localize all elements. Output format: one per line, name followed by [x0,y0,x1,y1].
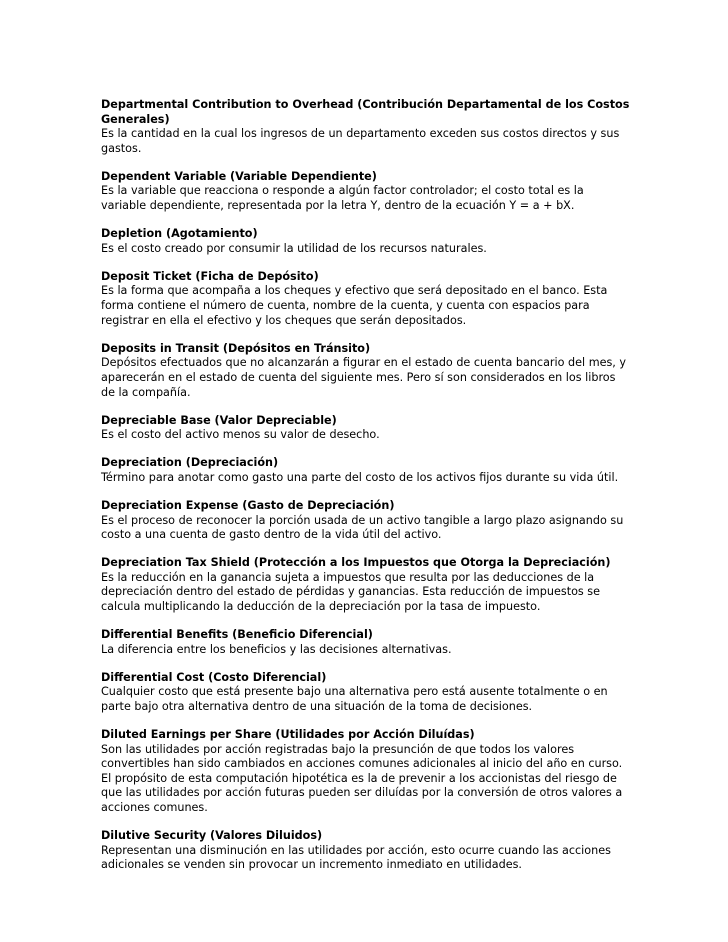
glossary-term: Departmental Contribution to Overhead (Contribución Departamental de los Costos Generales) [101,98,630,126]
glossary-term: Dependent Variable (Variable Dependiente) [101,169,377,183]
glossary-entry [101,556,631,614]
glossary-definition: La diferencia entre los beneficios y las decisiones alternativas. [101,642,452,656]
glossary-definition: Término para anotar como gasto una parte del costo de los activos fijos durante su vida útil. [101,470,619,484]
glossary-entry [101,628,631,657]
glossary-definition: Es el proceso de reconocer la porción usada de un activo tangible a largo plazo asignando su costo a una cuenta de gasto dentro de la vida útil del activo. [101,513,624,542]
glossary-definition: Es la reducción en la ganancia sujeta a impuestos que resulta por las deducciones de la depreciación dentro del estado de pérdidas y ganancias. Esta reducción de impuestos se calcula multiplicando la deducción de la depreciación por la tasa de impuesto. [101,570,601,614]
glossary-entry [101,829,631,873]
glossary-term: Deposit Ticket (Ficha de Depósito) [101,269,319,283]
glossary-entry [101,728,631,816]
glossary-entry [101,342,631,400]
glossary-page [101,98,631,886]
glossary-entry [101,170,631,214]
glossary-definition: Es la variable que reacciona o responde a algún factor controlador; el costo total es la variable dependiente, representada por la letra Y, dentro de la ecuación Y = a + bX. [101,184,584,213]
glossary-definition: Es el costo creado por consumir la utilidad de los recursos naturales. [101,241,487,255]
glossary-term: Depreciation Tax Shield (Protección a los Impuestos que Otorga la Depreciación) [101,556,611,570]
glossary-definition: Es la cantidad en la cual los ingresos de un departamento exceden sus costos directos y sus gastos. [101,127,620,155]
glossary-term: Depreciation (Depreciación) [101,456,279,470]
glossary-entry [101,499,631,543]
glossary-term: Dilutive Security (Valores Diluidos) [101,829,323,843]
glossary-term: Deposits in Transit (Depósitos en Tránsito) [101,341,371,355]
glossary-definition: Cualquier costo que está presente bajo una alternativa pero está ausente totalmente o en parte bajo otra alternativa dentro de una situación de la toma de decisiones. [101,685,608,713]
glossary-entry [101,414,631,443]
glossary-term: Depreciable Base (Valor Depreciable) [101,413,337,427]
glossary-definition: Es el costo del activo menos su valor de desecho. [101,428,380,442]
glossary-term: Diluted Earnings per Share (Utilidades por Acción Diluídas) [101,728,475,742]
glossary-definition: Son las utilidades por acción registradas bajo la presunción de que todos los valores convertibles han sido cambiados en acciones comunes adicionales al inicio del año en curso. El propósito de esta computación hipotética es la de prevenir a los accionistas del riesgo de que las utilidades por acción futuras pueden ser diluídas por la conversión de otros valores a acciones comunes. [101,742,623,815]
glossary-term: Depreciation Expense (Gasto de Depreciación) [101,498,395,512]
glossary-term: Differential Benefits (Beneficio Diferencial) [101,628,373,642]
glossary-definition: Es la forma que acompaña a los cheques y efectivo que será depositado en el banco. Esta forma contiene el número de cuenta, nombre de la cuenta, y cuenta con espacios para registrar en ella el efectivo y los cheques que serán depositados. [101,284,608,327]
glossary-term: Depletion (Agotamiento) [101,227,258,241]
glossary-entry [101,227,631,256]
glossary-entry [101,671,631,715]
glossary-term: Differential Cost (Costo Diferencial) [101,670,327,684]
glossary-entry [101,456,631,485]
glossary-entry [101,270,631,328]
glossary-definition: Representan una disminución en las utilidades por acción, esto ocurre cuando las acciones adicionales se venden sin provocar un incremento inmediato en utilidades. [101,843,611,872]
glossary-entry [101,98,631,156]
glossary-definition: Depósitos efectuados que no alcanzarán a figurar en el estado de cuenta bancario del mes, y aparecerán en el estado de cuenta del siguiente mes. Pero sí son considerados en los libros de la compañía. [101,356,627,399]
